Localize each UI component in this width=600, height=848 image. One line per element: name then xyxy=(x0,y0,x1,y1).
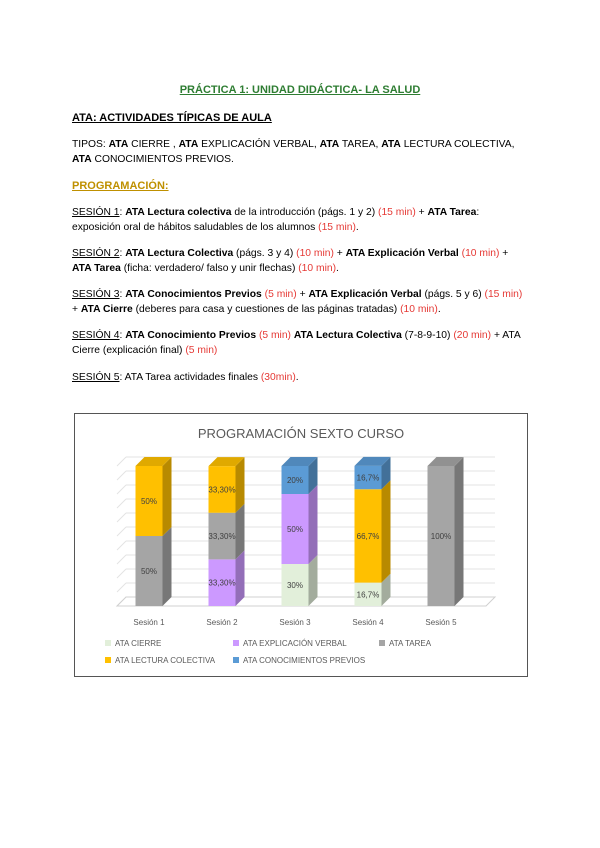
text-run: ATA xyxy=(108,139,129,150)
text-run: (5 min) xyxy=(258,330,291,341)
bar-segment xyxy=(428,457,464,606)
legend-label: ATA TAREA xyxy=(389,639,432,648)
bar-side xyxy=(236,504,245,560)
text-run: ATA Tarea xyxy=(427,207,477,218)
page-title: PRÁCTICA 1: UNIDAD DIDÁCTICA- LA SALUD xyxy=(179,84,421,96)
data-label: 33,30% xyxy=(208,485,236,495)
data-label: 33,30% xyxy=(208,578,236,588)
text-run: (15 min) xyxy=(378,207,416,218)
session-1-paragraph xyxy=(72,205,528,235)
legend-swatch xyxy=(233,657,239,663)
text-run: SESIÓN 1 xyxy=(72,207,120,218)
legend-item xyxy=(105,639,161,648)
grid-line-depth xyxy=(117,527,126,536)
grid-line-depth xyxy=(117,471,126,480)
bar-segment xyxy=(355,480,391,582)
text-run: (págs. 5 y 6) xyxy=(421,289,485,300)
bar-segment xyxy=(355,457,391,489)
data-label: 50% xyxy=(286,525,304,534)
data-label: 33,30% xyxy=(208,532,236,542)
bar-side xyxy=(309,485,318,564)
legend-label: ATA CONOCIMIENTOS PREVIOS xyxy=(243,656,366,665)
legend-swatch xyxy=(105,657,111,663)
chart-container xyxy=(74,413,528,677)
x-tick-label: Sesión 2 xyxy=(206,618,238,627)
bar-segment xyxy=(136,457,172,536)
text-run: (10 min) xyxy=(461,248,500,259)
x-tick-label: Sesión 4 xyxy=(352,618,384,627)
text-run: ATA xyxy=(72,154,92,165)
bar-side xyxy=(236,457,245,513)
session-2-paragraph xyxy=(72,246,528,276)
grid-line-depth xyxy=(117,583,126,592)
data-label: 50% xyxy=(140,497,158,506)
text-run: (págs. 3 y 4) xyxy=(233,248,297,259)
legend-item xyxy=(233,639,347,648)
session-3-paragraph xyxy=(72,287,528,317)
text-run: ATA Explicación Verbal xyxy=(308,289,422,300)
text-run: ATA xyxy=(319,139,340,150)
legend-item xyxy=(379,639,432,648)
grid-line-depth xyxy=(117,513,126,522)
session-4-paragraph xyxy=(72,328,528,358)
text-run: (10 min) xyxy=(298,263,337,274)
text-run: : xyxy=(119,207,126,218)
text-run: (deberes para casa y cuestiones de las páginas tratadas) xyxy=(132,304,401,315)
bar-segment xyxy=(208,457,244,513)
text-run: SESIÓN 2 xyxy=(72,248,120,259)
data-label: 20% xyxy=(286,476,304,485)
text-run: de la introducción (págs. 1 y 2) xyxy=(231,207,379,218)
section-subtitle: ATA: ACTIVIDADES TÍPICAS DE AULA xyxy=(72,112,272,124)
programacion-heading: PROGRAMACIÓN: xyxy=(72,180,169,192)
data-label: 16,7% xyxy=(356,473,380,483)
text-run: (30min) xyxy=(260,372,296,383)
legend-label: ATA CIERRE xyxy=(115,639,162,648)
text-run: : exposición oral de hábitos saludables de los alumnos xyxy=(72,207,480,233)
data-label: 100% xyxy=(430,532,452,541)
text-run: + xyxy=(296,289,309,300)
text-run: CIERRE , xyxy=(128,139,179,150)
text-run: (20 min) xyxy=(453,330,492,341)
text-run: SESIÓN 4 xyxy=(72,330,120,341)
bar-segment xyxy=(282,485,318,564)
legend-swatch xyxy=(233,640,239,646)
text-run: . xyxy=(437,304,441,315)
text-run: ATA Conocimientos Previos xyxy=(125,289,262,300)
grid-line-depth xyxy=(117,457,126,466)
legend-swatch xyxy=(379,640,385,646)
text-run: (ficha: verdadero/ falso y unir flechas) xyxy=(120,263,299,274)
grid-line-depth xyxy=(117,541,126,550)
text-run: TIPOS: xyxy=(72,139,109,150)
text-run: + ATA Cierre (explicación final) xyxy=(72,330,521,356)
text-run: (7-8-9-10) xyxy=(401,330,454,341)
chart-title: PROGRAMACIÓN SEXTO CURSO xyxy=(197,426,405,441)
text-run: + xyxy=(72,304,81,315)
grid-line-depth xyxy=(117,485,126,494)
grid-line-depth xyxy=(117,499,126,508)
text-run: (5 min) xyxy=(264,289,297,300)
text-run: (10 min) xyxy=(400,304,438,315)
x-tick-label: Sesión 1 xyxy=(133,618,165,627)
text-run: ATA Lectura colectiva xyxy=(125,207,232,218)
bar-side xyxy=(309,555,318,606)
text-run: ATA Conocimiento Previos xyxy=(125,330,257,341)
text-run: : ATA Tarea actividades finales xyxy=(119,372,261,383)
text-run: : xyxy=(119,289,126,300)
legend-swatch xyxy=(105,640,111,646)
legend-item xyxy=(233,656,365,665)
text-run: SESIÓN 3 xyxy=(72,289,120,300)
text-run: + xyxy=(333,248,346,259)
x-tick-label: Sesión 3 xyxy=(279,618,311,627)
bar-side xyxy=(163,527,172,606)
text-run: EXPLICACIÓN VERBAL, xyxy=(198,139,320,150)
text-run: : xyxy=(119,248,126,259)
text-run: . xyxy=(355,222,359,233)
text-run: CONOCIMIENTOS PREVIOS. xyxy=(91,154,234,165)
text-run: (15 min) xyxy=(484,289,523,300)
data-label: 16,7% xyxy=(356,590,380,600)
data-label: 50% xyxy=(140,567,158,576)
bar-side xyxy=(163,457,172,536)
text-run: ATA xyxy=(178,139,199,150)
text-run: : xyxy=(119,330,126,341)
stacked-bar-chart xyxy=(75,414,527,676)
bar-side xyxy=(382,480,391,582)
text-run: ATA Tarea xyxy=(72,263,121,274)
data-label: 66,7% xyxy=(356,531,380,541)
legend-item xyxy=(105,656,216,665)
text-run: (5 min) xyxy=(185,345,218,356)
grid-line-depth xyxy=(117,555,126,564)
text-run: . xyxy=(336,263,339,274)
text-run: ATA Lectura Colectiva xyxy=(293,330,402,341)
bar-side xyxy=(455,457,464,606)
text-run: + xyxy=(415,207,428,218)
tipos-paragraph xyxy=(72,137,528,167)
data-label: 30% xyxy=(286,581,304,590)
text-run: LECTURA COLECTIVA, xyxy=(400,139,515,150)
text-run: SESIÓN 5 xyxy=(72,372,120,383)
session-5-paragraph xyxy=(72,370,528,385)
text-run: ATA xyxy=(381,139,401,150)
text-run: ATA Cierre xyxy=(80,304,133,315)
bar-segment xyxy=(282,457,318,494)
text-run: . xyxy=(295,372,299,383)
text-run: (15 min) xyxy=(318,222,356,233)
text-run: TAREA, xyxy=(339,139,382,150)
grid-line-depth xyxy=(117,569,126,578)
bar-segment xyxy=(136,527,172,606)
legend-label: ATA EXPLICACIÓN VERBAL xyxy=(243,639,347,648)
legend-label: ATA LECTURA COLECTIVA xyxy=(115,656,216,665)
x-tick-label: Sesión 5 xyxy=(425,618,457,627)
text-run: (10 min) xyxy=(296,248,334,259)
text-run: ATA Explicación Verbal xyxy=(345,248,459,259)
bar-side xyxy=(236,550,245,606)
text-run: + xyxy=(499,248,509,259)
text-run: ATA Lectura Colectiva xyxy=(125,248,234,259)
